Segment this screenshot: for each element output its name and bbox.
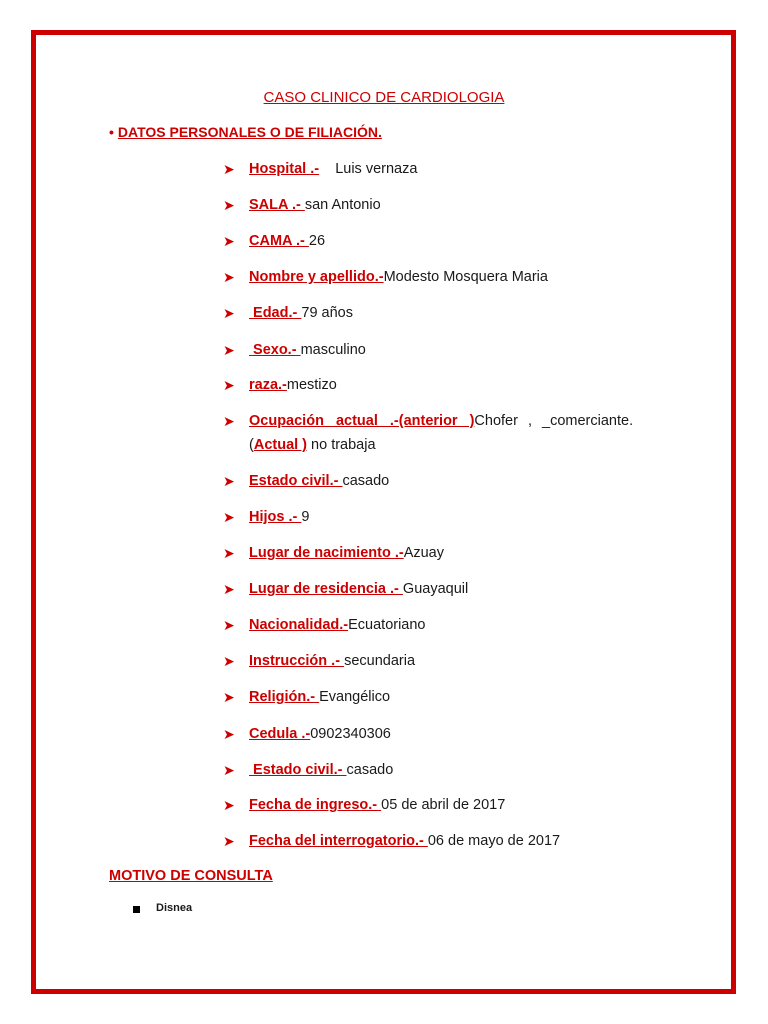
list-item-hospital: [225, 157, 665, 181]
arrow-icon: ➤: [223, 581, 235, 597]
item-label: SALA .-: [249, 197, 305, 213]
item-value: 9: [301, 509, 310, 525]
arrow-icon: ➤: [223, 377, 235, 393]
arrow-icon: ➤: [223, 305, 235, 321]
list-item-instruccion: [225, 649, 665, 673]
arrow-icon: ➤: [223, 617, 235, 633]
list-item-fecha-ingreso: [225, 793, 665, 817]
item-label: Fecha del interrogatorio.-: [249, 833, 428, 849]
item-label: Hospital .-: [249, 161, 320, 177]
item-value: casado: [342, 473, 390, 489]
item-value: Chofer , _comerciante.: [474, 413, 634, 429]
item-value: 0902340306: [310, 726, 391, 742]
document-title: CASO CLINICO DE CARDIOLOGIA: [263, 89, 505, 106]
list-item-ocupacion: [225, 409, 665, 457]
arrow-icon: ➤: [223, 762, 235, 778]
list-item-sexo: [225, 338, 665, 362]
item-label: CAMA .-: [249, 233, 309, 249]
section-heading-label: DATOS PERSONALES O DE FILIACIÓN.: [117, 124, 382, 140]
arrow-icon: ➤: [223, 833, 235, 849]
item-value: masculino: [300, 342, 366, 358]
item-label: Nombre y apellido.-: [249, 269, 384, 285]
item-value: secundaria: [344, 653, 416, 669]
arrow-icon: ➤: [223, 161, 235, 177]
list-item-cedula: [225, 722, 665, 746]
list-item-estado-civil: [225, 469, 665, 493]
item-value: Luis vernaza: [319, 161, 418, 177]
item-label: Fecha de ingreso.-: [249, 797, 382, 813]
motivo-item: Disnea: [156, 902, 193, 914]
item-label-line2: Actual ): [253, 437, 308, 453]
item-label: raza.-: [249, 377, 287, 393]
arrow-icon: ➤: [223, 233, 235, 249]
item-value: san Antonio: [304, 197, 381, 213]
list-item-nacimiento: [225, 541, 665, 565]
section-heading: [109, 124, 382, 140]
item-value: 05 de abril de 2017: [381, 797, 506, 813]
list-item-residencia: [225, 577, 665, 601]
arrow-icon: ➤: [223, 269, 235, 285]
item-label: Instrucción .-: [249, 653, 345, 669]
square-bullet-icon: [133, 906, 140, 913]
item-value-line2-open: (: [249, 437, 254, 453]
arrow-icon: ➤: [223, 509, 235, 525]
item-label: Cedula .-: [249, 726, 311, 742]
arrow-icon: ➤: [223, 689, 235, 705]
list-item-nombre: [225, 265, 665, 289]
list-item-cama: [225, 229, 665, 253]
arrow-icon: ➤: [223, 413, 235, 429]
item-value: Guayaquil: [402, 581, 469, 597]
item-value: 06 de mayo de 2017: [427, 833, 561, 849]
item-label: Lugar de residencia .-: [249, 581, 403, 597]
item-value: 26: [308, 233, 326, 249]
arrow-icon: ➤: [223, 726, 235, 742]
item-label: Sexo.-: [249, 342, 301, 358]
item-label: Estado civil.-: [249, 473, 343, 489]
list-item-sala: [225, 193, 665, 217]
list-item-nacionalidad: [225, 613, 665, 637]
bullet-icon: •: [109, 124, 114, 140]
arrow-icon: ➤: [223, 197, 235, 213]
item-label: Edad.-: [249, 305, 302, 321]
motivo-heading: MOTIVO DE CONSULTA: [109, 868, 273, 884]
list-item-edad: [225, 301, 665, 325]
arrow-icon: ➤: [223, 342, 235, 358]
item-value: Modesto Mosquera Maria: [383, 269, 548, 285]
item-label: Estado civil.-: [249, 762, 347, 778]
item-value-line2: no trabaja: [307, 437, 376, 453]
item-value: casado: [346, 762, 394, 778]
arrow-icon: ➤: [223, 473, 235, 489]
list-item-hijos: [225, 505, 665, 529]
item-label: Religión.-: [249, 689, 320, 705]
item-label: Nacionalidad.-: [249, 617, 349, 633]
item-value: Azuay: [403, 545, 444, 561]
item-value: Ecuatoriano: [348, 617, 426, 633]
list-item-religion: [225, 685, 665, 709]
item-label: Hijos .-: [249, 509, 302, 525]
list-item-estado-civil-2: [225, 758, 665, 782]
list-item-raza: [225, 373, 665, 397]
item-label: Lugar de nacimiento .-: [249, 545, 404, 561]
item-value: 79 años: [301, 305, 353, 321]
arrow-icon: ➤: [223, 797, 235, 813]
arrow-icon: ➤: [223, 653, 235, 669]
list-item-fecha-interrogatorio: [225, 829, 665, 853]
arrow-icon: ➤: [223, 545, 235, 561]
item-value: Evangélico: [319, 689, 391, 705]
item-value: mestizo: [286, 377, 337, 393]
item-label: Ocupación actual .-(anterior ): [249, 413, 475, 429]
